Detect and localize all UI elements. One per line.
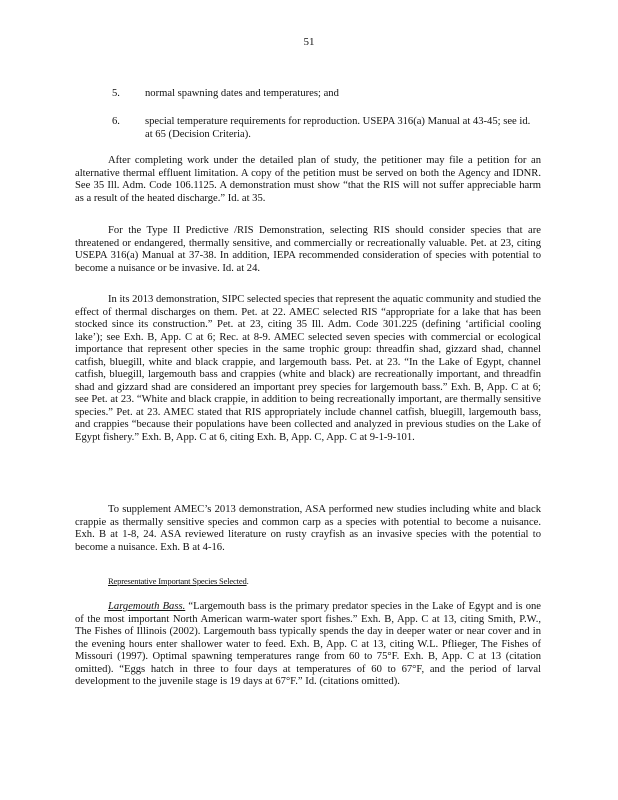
list-item-5 [112,88,532,101]
paragraph-petition: After completing work under the detailed plan of study, the petitioner may file a petition for an alternative thermal effluent limitation. A copy of the petition must be served on both the Agency and IDNR. See 35 Ill. Adm. Code 106.1125. A demonstration must show “that the RIS will not suffer appreciable harm as a result of the heated discharge.” Id. at 35. [75,155,541,204]
section-heading [108,575,249,588]
list-text: special temperature requirements for reproduction. USEPA 316(a) Manual at 43-45; see id. at 65 (Decision Criteria). [145,116,531,140]
paragraph-body: “Largemouth bass is the primary predator species in the Lake of Egypt and is one of the most important North American warm-water sport fishes.” Exh. B, App. C at 13, citing Smith, P.W., The Fishes of Illinois (2002). Largemouth bass typically spends the day in deeper water or near cover and in the evening hours enter shallower water to feed. Exh. B, App. C at 13, citing W.L. Pflieger, The Fishes of Missouri (1997). Optimal spawning temperatures range from 60 to 75°F. Exh. B, App. C at 13 (citation omitted). “Eggs hatch in three to four days at temperatures of 60 to 67°F, and the period of larval development to the juvenile stage is 19 days at 67°F.” Id. (citations omitted). [75,601,541,687]
paragraph-largemouth-bass [75,601,541,689]
section-heading-end: . [246,576,249,586]
paragraph-supplement: To supplement AMEC’s 2013 demonstration, ASA performed new studies including white and black crappie as thermally sensitive species and common carp as a species with potential to become a nuisance. Exh. B at 1-8, 24. ASA reviewed literature on rusty crayfish as an invasive species with the potential to become a nuisance. Exh. B at 4-16. [75,504,541,553]
paragraph-lead: Largemouth Bass. [108,601,186,612]
list-number: 5. [112,88,120,99]
section-heading-title: Representative Important Species Selected [108,576,247,586]
list-number: 6. [112,116,120,127]
list-item-6 [112,116,532,141]
paragraph-2013-demonstration: In its 2013 demonstration, SIPC selected species that represent the aquatic community and studied the effect of thermal discharges on them. Pet. at 22. AMEC selected RIS “appropriate for a lake that has been stocked since its construction.” Pet. at 23, citing 35 Ill. Adm. Code 301.225 (defining ‘artificial cooling lake’); see Exh. B, App. C at 6; Rec. at 8-9. AMEC selected seven species with commercial or ecological importance that represent other species in the same trophic group: threadfin shad, gizzard shad, channel catfish, bluegill, white and black crappie, and largemouth bass. Pet. at 23. “In the Lake of Egypt, channel catfish, bluegill, largemouth bass and crappies (white and black) are recreationally important, and threadfin shad and gizzard shad are considered an important prey species for largemouth bass.” Exh. B, App. C at 6; see Pet. at 23. “White and black crappie, in addition to being recreationally important, are thermally sensitive species.” Pet. at 23. AMEC stated that RIS appropriately include channel catfish, bluegill, largemouth bass, and crappies “because their populations have been collected and analyzed in previous studies on the Lake of Egypt fishery.” Exh. B, App. C at 6, citing Exh. B, App. C, App. C at 9-1-9-101. [75,294,541,443]
paragraph-type-ii: For the Type II Predictive /RIS Demonstration, selecting RIS should consider species that are threatened or endangered, thermally sensitive, and commercially or recreationally valuable. Pet. at 23, citing USEPA 316(a) Manual at 37-38. In addition, IEPA recommended consideration of species with potential to become a nuisance or be invasive. Id. at 24. [75,225,541,274]
list-text: normal spawning dates and temperatures; and [145,88,339,99]
page-number: 51 [303,36,315,48]
